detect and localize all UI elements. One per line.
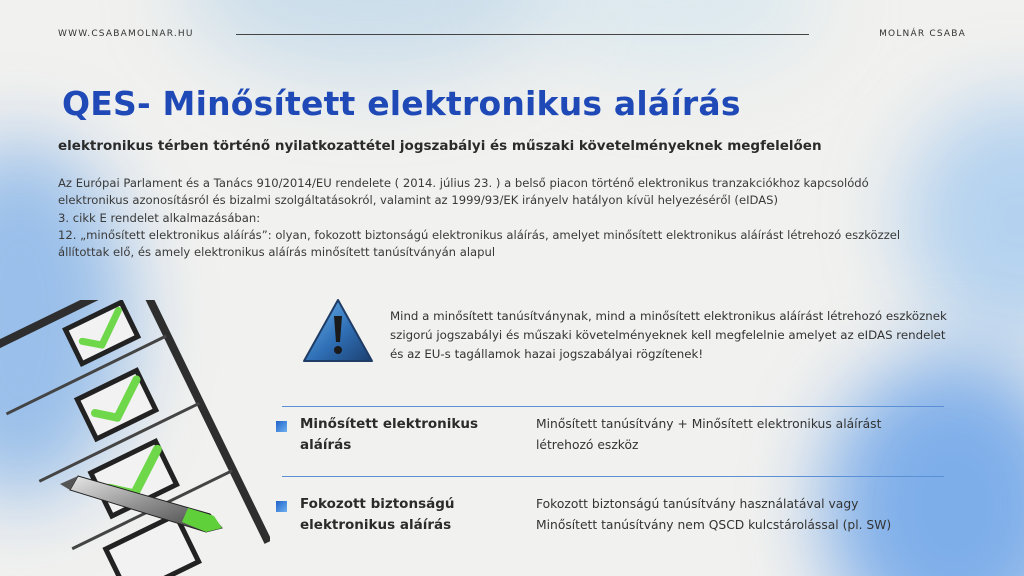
row-divider <box>282 406 944 407</box>
row-definition <box>536 414 966 456</box>
paragraph-line: 3. cikk E rendelet alkalmazásában: <box>58 210 261 225</box>
paragraph-line: állítottak elő, és amely elektronikus aláírás minősített tanúsítványán alapul <box>58 245 496 260</box>
paragraph-line: 12. „minősített elektronikus aláírás”: olyan, fokozott biztonságú elektronikus aláírás, amelyet minősített elektronikus aláírást létrehozó eszközzel <box>58 227 901 242</box>
paragraph-line: Az Európai Parlament és a Tanács 910/2014/EU rendelete ( 2014. július 23. ) a belső piacon történő elektronikus tranzakciókhoz kapcsolódó <box>58 176 869 190</box>
author-name: MOLNÁR CSABA <box>879 29 966 39</box>
warning-icon <box>302 298 374 364</box>
term-line: Minősített elektronikus <box>300 416 478 432</box>
eidas-notice <box>390 307 970 364</box>
term-line: aláírás <box>300 437 352 453</box>
notice-line: szigorú jogszabályi és műszaki követelményeknek kell megfelelnie amelyet az eIDAS rendelet <box>390 328 946 342</box>
row-divider <box>282 476 944 477</box>
row-term <box>300 494 520 536</box>
header <box>58 27 966 41</box>
header-divider <box>236 34 809 35</box>
row-definition <box>536 494 966 536</box>
term-line: elektronikus aláírás <box>300 517 452 533</box>
square-bullet-icon <box>276 421 287 432</box>
checklist-pen-illustration <box>0 300 270 576</box>
definition-line: létrehozó eszköz <box>536 438 639 452</box>
term-line: Fokozott biztonságú <box>300 496 455 512</box>
definition-line: Minősített tanúsítvány nem QSCD kulcstárolással (pl. SW) <box>536 518 892 532</box>
notice-line: és az EU-s tagállamok hazai jogszabályai rögzítenek! <box>390 347 704 361</box>
paragraph-line: elektronikus azonosításról és bizalmi szolgáltatásokról, valamint az 1999/93/EK irányelv hatályon kívül helyezéséről (eIDAS) <box>58 193 779 208</box>
notice-line: Mind a minősített tanúsítványnak, mind a minősített elektronikus aláírást létrehozó eszköznek <box>390 309 947 323</box>
site-url[interactable]: WWW.CSABAMOLNAR.HU <box>58 29 194 39</box>
definition-line: Minősített tanúsítvány + Minősített elektronikus aláírást <box>536 417 882 431</box>
square-bullet-icon <box>276 501 287 512</box>
definition-line: Fokozott biztonságú tanúsítvány használatával vagy <box>536 497 859 511</box>
row-term <box>300 414 520 456</box>
page-title: QES- Minősített elektronikus aláírás <box>62 84 741 123</box>
page-subtitle: elektronikus térben történő nyilatkozattétel jogszabályi és műszaki követelményeknek megfelelően <box>58 138 822 154</box>
regulation-paragraph <box>58 175 978 261</box>
